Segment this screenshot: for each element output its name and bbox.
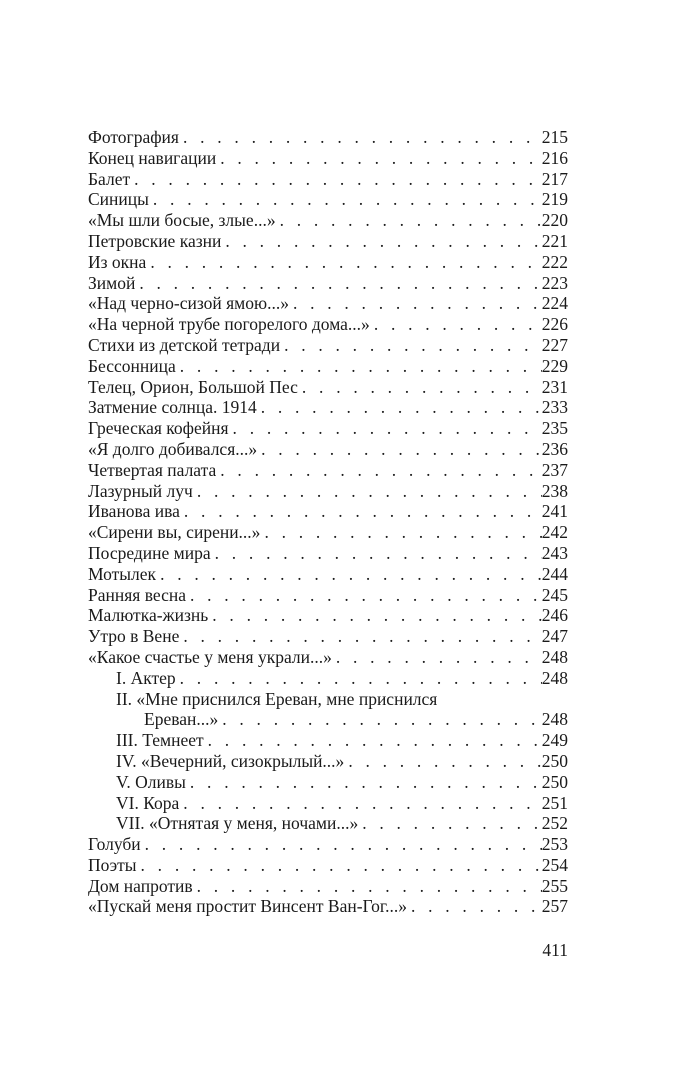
- toc-entry: [88, 730, 568, 751]
- page-number: 411: [542, 940, 568, 960]
- toc-entry-page: 238: [541, 480, 568, 501]
- toc-entry-page: 252: [541, 813, 568, 834]
- toc-entry-title: Ранняя весна: [88, 584, 186, 605]
- toc-entry-title: «Над черно-сизой ямою...»: [88, 293, 289, 314]
- dot-leader: [276, 210, 542, 231]
- toc-entry: [88, 813, 568, 834]
- toc-entry-title: «Какое счастье у меня украли...»: [88, 646, 332, 667]
- dot-leader: [204, 730, 542, 751]
- toc-entry-page: 244: [541, 563, 568, 584]
- toc-entry-page: 254: [541, 854, 568, 875]
- toc-entry-page: 246: [541, 605, 568, 626]
- toc-entry-title: «Сирени вы, сирени...»: [88, 522, 261, 543]
- toc-entry: [88, 751, 568, 772]
- toc-entry: [88, 460, 568, 481]
- toc-entry: [88, 189, 568, 210]
- toc-entry-title: Зимой: [88, 272, 136, 293]
- toc-entry: [88, 377, 568, 398]
- toc-entry: [88, 876, 568, 897]
- toc-entry-page: 219: [541, 189, 568, 210]
- toc-entry: [88, 148, 568, 169]
- dot-leader: [176, 356, 542, 377]
- dot-leader: [370, 314, 542, 335]
- toc-entry-page: 245: [541, 584, 568, 605]
- toc-entry-page: 248: [541, 667, 568, 688]
- toc-entry: [88, 855, 568, 876]
- dot-leader: [257, 439, 542, 460]
- toc-entry-page: 216: [541, 147, 568, 168]
- toc-entry-title: III. Темнеет: [116, 730, 204, 751]
- toc-entry-page: 215: [541, 127, 568, 147]
- toc-entry-title: Бессонница: [88, 355, 176, 376]
- toc-entry: [88, 481, 568, 502]
- toc-entry: [88, 772, 568, 793]
- toc-entry-title: I. Актер: [116, 667, 176, 688]
- toc-entry-page: 248: [541, 709, 568, 730]
- dot-leader: [216, 460, 541, 481]
- toc-entry: [88, 439, 568, 460]
- toc-entry-title: «На черной трубе погорелого дома...»: [88, 314, 370, 335]
- toc-entry-title: Мотылек: [88, 563, 157, 584]
- toc-entry: [88, 626, 568, 647]
- dot-leader: [298, 377, 542, 398]
- toc-entry: [88, 543, 568, 564]
- toc-entry: [88, 210, 568, 231]
- dot-leader: [332, 647, 542, 668]
- toc-entry-title: Малютка-жизнь: [88, 605, 209, 626]
- toc-entry-page: 236: [541, 438, 568, 459]
- dot-leader: [135, 273, 541, 294]
- toc-entry-page: 229: [541, 355, 568, 376]
- toc-entry: [88, 709, 568, 730]
- toc-entry-page: 248: [541, 646, 568, 667]
- dot-leader: [260, 522, 541, 543]
- dot-leader: [130, 169, 542, 190]
- toc-entry: [88, 668, 568, 689]
- toc-entry: [88, 314, 568, 335]
- toc-entry: [88, 169, 568, 190]
- toc-entry: [88, 356, 568, 377]
- table-of-contents: [88, 127, 568, 917]
- dot-leader: [211, 543, 542, 564]
- toc-entry: [88, 585, 568, 606]
- toc-entry-title: VI. Кора: [116, 792, 180, 813]
- dot-leader: [229, 418, 542, 439]
- dot-leader: [221, 231, 541, 252]
- toc-entry-page: 241: [541, 501, 568, 522]
- toc-entry-title: Дом напротив: [88, 875, 193, 896]
- toc-entry-title: Стихи из детской тетради: [88, 334, 281, 355]
- toc-entry-page: 251: [541, 792, 568, 813]
- toc-entry-title: Петровские казни: [88, 230, 222, 251]
- toc-entry-page: 247: [541, 626, 568, 647]
- toc-entry-page: 253: [541, 834, 568, 855]
- toc-entry-title: II. «Мне приснился Ереван, мне приснился: [116, 688, 438, 709]
- toc-entry: [88, 522, 568, 543]
- toc-entry-page: 249: [541, 730, 568, 751]
- toc-entry-title: Ереван...»: [144, 709, 219, 730]
- toc-entry-title: Четвертая палата: [88, 459, 217, 480]
- dot-leader: [280, 335, 542, 356]
- dot-leader: [180, 501, 542, 522]
- toc-entry: [88, 231, 568, 252]
- toc-entry-title: «Мы шли босые, злые...»: [88, 210, 276, 231]
- toc-entry-page: 250: [541, 750, 568, 771]
- dot-leader: [179, 793, 541, 814]
- dot-leader: [137, 855, 542, 876]
- toc-entry: [88, 127, 568, 148]
- dot-leader: [176, 668, 542, 689]
- toc-entry-title: Иванова ива: [88, 501, 180, 522]
- dot-leader: [257, 397, 542, 418]
- dot-leader: [146, 252, 541, 273]
- toc-entry: [88, 501, 568, 522]
- toc-entry-page: 217: [541, 168, 568, 189]
- dot-leader: [179, 127, 542, 148]
- toc-entry-title: Голуби: [88, 834, 141, 855]
- toc-entry: [88, 564, 568, 585]
- toc-entry-title: VII. «Отнятая у меня, ночами...»: [116, 813, 359, 834]
- toc-entry-title: Утро в Вене: [88, 626, 180, 647]
- toc-entry-title: IV. «Вечерний, сизокрылый...»: [116, 750, 345, 771]
- toc-entry: [88, 896, 568, 917]
- toc-entry-page: 223: [541, 272, 568, 293]
- dot-leader: [141, 834, 542, 855]
- toc-entry-page: 257: [541, 896, 568, 917]
- toc-entry-title: V. Оливы: [116, 771, 186, 792]
- toc-entry-page: 255: [541, 875, 568, 896]
- toc-entry-title: Лазурный луч: [88, 480, 193, 501]
- toc-entry-title: Фотография: [88, 127, 179, 147]
- dot-leader: [407, 896, 542, 917]
- dot-leader: [186, 585, 542, 606]
- toc-entry-page: 237: [541, 459, 568, 480]
- toc-entry-title: «Пускай меня простит Винсент Ван-Гог...»: [88, 896, 407, 917]
- toc-entry: [88, 293, 568, 314]
- toc-entry-page: 233: [541, 397, 568, 418]
- dot-leader: [186, 772, 542, 793]
- toc-entry: [88, 335, 568, 356]
- dot-leader: [218, 709, 542, 730]
- toc-entry-page: 226: [541, 314, 568, 335]
- toc-entry-title: Синицы: [88, 189, 149, 210]
- toc-entry-page: 235: [541, 418, 568, 439]
- toc-entry: [88, 273, 568, 294]
- toc-entry-page: 231: [541, 376, 568, 397]
- toc-entry-title: Телец, Орион, Большой Пес: [88, 376, 298, 397]
- dot-leader: [216, 148, 542, 169]
- dot-leader: [156, 564, 542, 585]
- toc-entry: [88, 605, 568, 626]
- toc-entry-title: Посредине мира: [88, 542, 211, 563]
- toc-entry-title: Греческая кофейня: [88, 418, 229, 439]
- toc-entry-page: 227: [541, 334, 568, 355]
- toc-entry-page: 220: [541, 210, 568, 231]
- dot-leader: [179, 626, 541, 647]
- dot-leader: [208, 605, 541, 626]
- toc-entry-page: 222: [541, 251, 568, 272]
- toc-entry: [88, 252, 568, 273]
- toc-entry-title: «Я долго добивался...»: [88, 438, 258, 459]
- toc-entry-title: Поэты: [88, 854, 137, 875]
- toc-entry-page: 221: [541, 230, 568, 251]
- toc-entry-page: 224: [541, 293, 568, 314]
- dot-leader: [289, 293, 542, 314]
- toc-entry-page: 250: [541, 771, 568, 792]
- dot-leader: [358, 813, 542, 834]
- toc-entry-title: Затмение солнца. 1914: [88, 397, 257, 418]
- toc-entry: [88, 689, 568, 710]
- toc-entry-title: Конец навигации: [88, 147, 217, 168]
- toc-entry-title: Балет: [88, 168, 131, 189]
- toc-entry: [88, 834, 568, 855]
- dot-leader: [193, 481, 542, 502]
- toc-entry-title: Из окна: [88, 251, 147, 272]
- toc-entry-page: 243: [541, 542, 568, 563]
- dot-leader: [344, 751, 541, 772]
- toc-entry-page: 242: [541, 522, 568, 543]
- toc-entry: [88, 418, 568, 439]
- toc-entry: [88, 397, 568, 418]
- dot-leader: [193, 876, 542, 897]
- toc-entry: [88, 647, 568, 668]
- toc-entry: [88, 793, 568, 814]
- dot-leader: [149, 189, 542, 210]
